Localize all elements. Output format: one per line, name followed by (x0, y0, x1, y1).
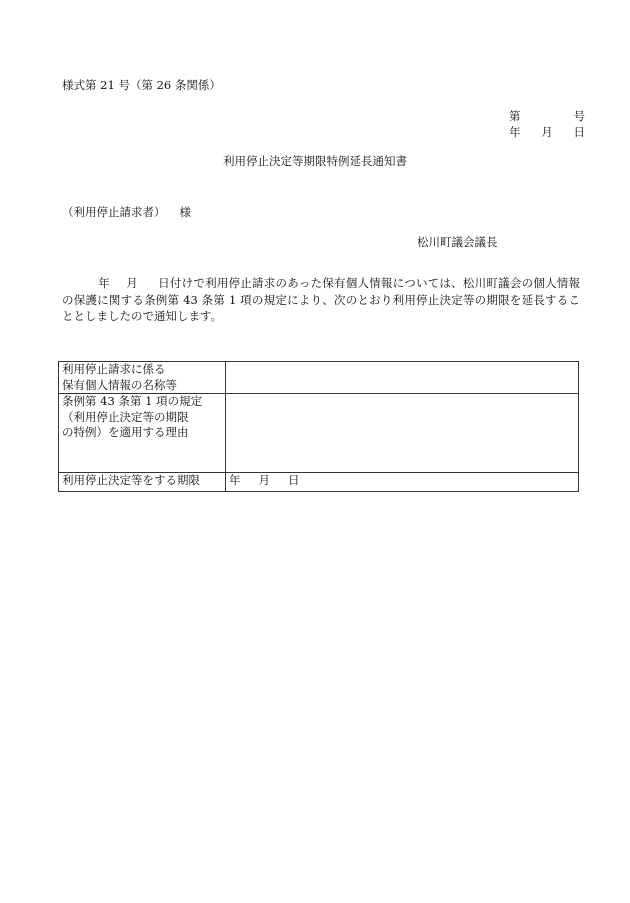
reference-number-prefix: 第 (509, 109, 521, 123)
table-row (59, 394, 579, 473)
table-label-cell (59, 394, 226, 473)
held-info-name-field[interactable] (226, 362, 579, 394)
deadline-date-field[interactable] (226, 473, 579, 492)
reference-number-suffix: 号 (573, 109, 585, 123)
table-row (59, 362, 579, 394)
addressee-honorific: 様 (179, 205, 191, 219)
table-row (59, 473, 579, 492)
addressee (62, 205, 191, 221)
row2-label-line2: （利用停止決定等の期限 (62, 409, 189, 424)
issue-date-day: 日 (573, 125, 585, 139)
deadline-month: 月 (258, 473, 270, 487)
body-year: 年 (98, 276, 110, 290)
issue-date-month: 月 (541, 125, 553, 139)
table-label-cell (59, 362, 226, 394)
addressee-name: （利用停止請求者） (62, 205, 166, 219)
row2-label-line1: 条例第 43 条第 1 項の規定 (62, 394, 203, 408)
issue-date-year: 年 (509, 125, 521, 139)
reference-number-row (509, 109, 585, 125)
body-text: 日付けで利用停止請求のあった保有個人情報については、松川町議会の個人情報の保護に関する条例第 43 条第 1 項の規定により、次のとおり利用停止決定等の期限を延長することとしましたので通知します。 (62, 276, 580, 323)
table-label-cell: 利用停止決定等をする期限 (59, 473, 226, 492)
reference-block (509, 109, 585, 141)
row1-label-line1: 利用停止請求に係る (62, 362, 166, 376)
notice-body (62, 275, 580, 325)
row1-label-line2: 保有個人情報の名称等 (62, 377, 177, 392)
row2-label-line3: の特例）を適用する理由 (62, 425, 189, 439)
document-title: 利用停止決定等期限特例延長通知書 (223, 154, 407, 168)
sender-name: 松川町議会議長 (417, 235, 498, 249)
form-number-label: 様式第 21 号（第 26 条関係） (62, 78, 221, 92)
body-month: 月 (125, 276, 138, 290)
deadline-day: 日 (288, 473, 300, 487)
info-table (58, 361, 579, 492)
issue-date-row (509, 125, 585, 141)
deadline-year: 年 (229, 473, 241, 487)
extension-reason-field[interactable] (226, 394, 579, 473)
